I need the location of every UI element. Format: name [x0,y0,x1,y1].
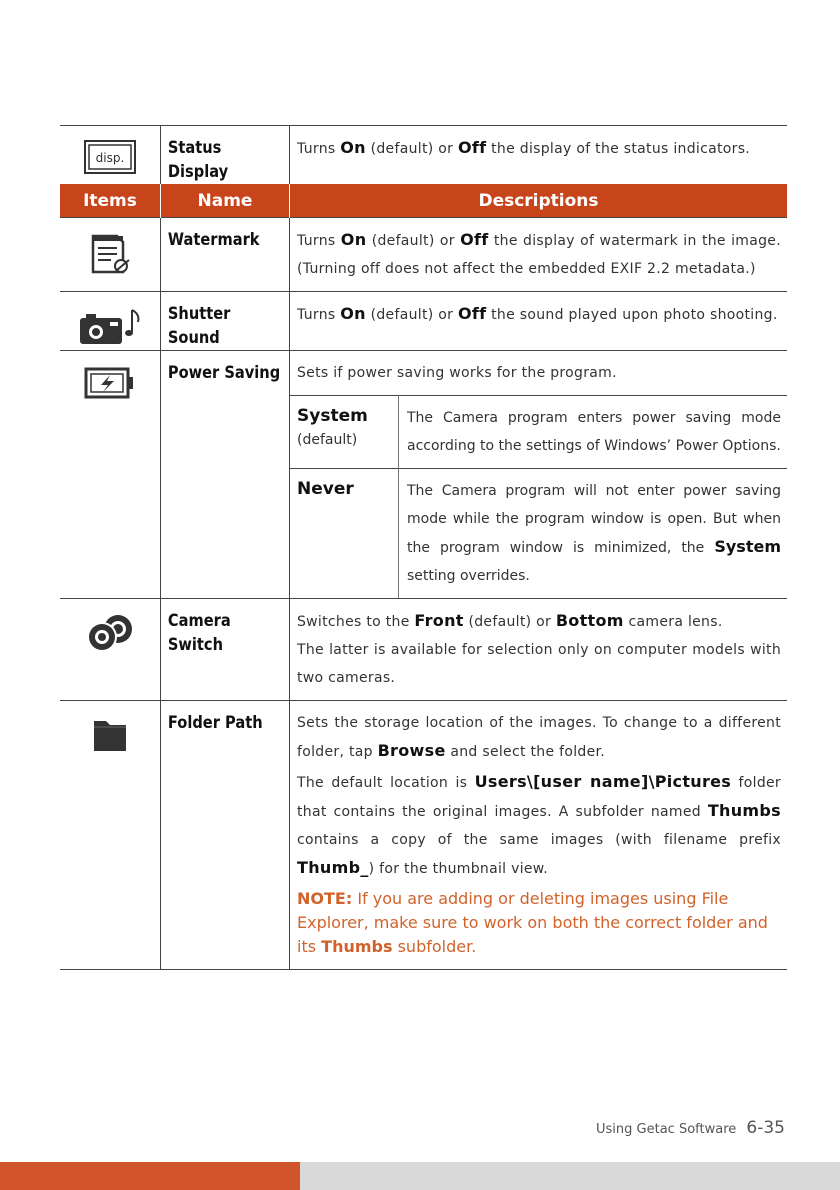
watermark-icon [87,232,133,276]
option-label: System [297,406,368,426]
footer-section: Using Getac Software [596,1122,737,1137]
footer-bar-accent [0,1162,300,1190]
page-number: 6-35 [746,1118,785,1138]
power-saving-options [290,395,787,598]
camera-switch-icon [82,613,138,653]
item-description: Switches to the Front (default) or Bottom camera lens. [297,611,723,630]
item-name: Power Saving [167,363,281,383]
footer-bar-gray [300,1162,840,1190]
header-name: Name [161,184,290,218]
table-header [60,184,787,218]
table-row-status-display [60,126,787,185]
table-row-shutter-sound [60,292,787,351]
table-row-folder-path [60,701,787,970]
page-footer [596,1118,785,1138]
option-row-system [290,396,787,469]
display-icon-label: disp. [95,151,125,165]
note-text: NOTE: If you are adding or deleting images using File Explorer, make sure to work on both the correct folder and its Thumbs subfolder. [297,889,768,956]
header-descriptions: Descriptions [290,184,788,218]
item-description: Sets if power saving works for the program. [297,365,617,381]
item-name: Camera Switch [167,611,231,655]
item-description: Turns On (default) or Off the display of the status indicators. [297,138,751,157]
table-row-watermark [60,218,787,292]
folder-icon [88,715,132,755]
option-label: Never [297,479,354,499]
item-name: Watermark [167,230,260,250]
item-description: Turns On (default) or Off the display of watermark in the image. (Turning off does not affect the embedded EXIF 2.2 metadata.) [297,230,781,277]
item-name: Status Display [167,138,229,182]
item-description: Sets the storage location of the images. To change to a different folder, tap Browse and select the folder. [297,715,781,760]
option-row-never [290,469,787,599]
table-row-camera-switch [60,599,787,701]
table-row-power-saving [60,351,787,599]
item-name: Shutter Sound [167,304,231,348]
camera-sound-icon [74,306,146,346]
option-default: (default) [297,432,358,448]
settings-table [60,125,787,970]
option-description: The Camera program will not enter power saving mode while the program window is open. But when the program window is minimized, the System setting overrides. [399,469,788,599]
header-items: Items [60,184,161,218]
option-description: The Camera program enters power saving mode according to the settings of Windows’ Power Options. [399,396,788,469]
item-description-location: The default location is Users\[user name]\Pictures folder that contains the original images. A subfolder named Thumbs contains a copy of the same images (with filename prefix Thumb_) for the thumbnail view. [297,772,781,877]
item-description: Turns On (default) or Off the sound played upon photo shooting. [297,304,778,323]
battery-power-icon [84,365,136,401]
item-description-note: The latter is available for selection only on computer models with two cameras. [297,642,781,686]
item-name: Folder Path [167,713,263,733]
display-status-icon [84,140,136,174]
